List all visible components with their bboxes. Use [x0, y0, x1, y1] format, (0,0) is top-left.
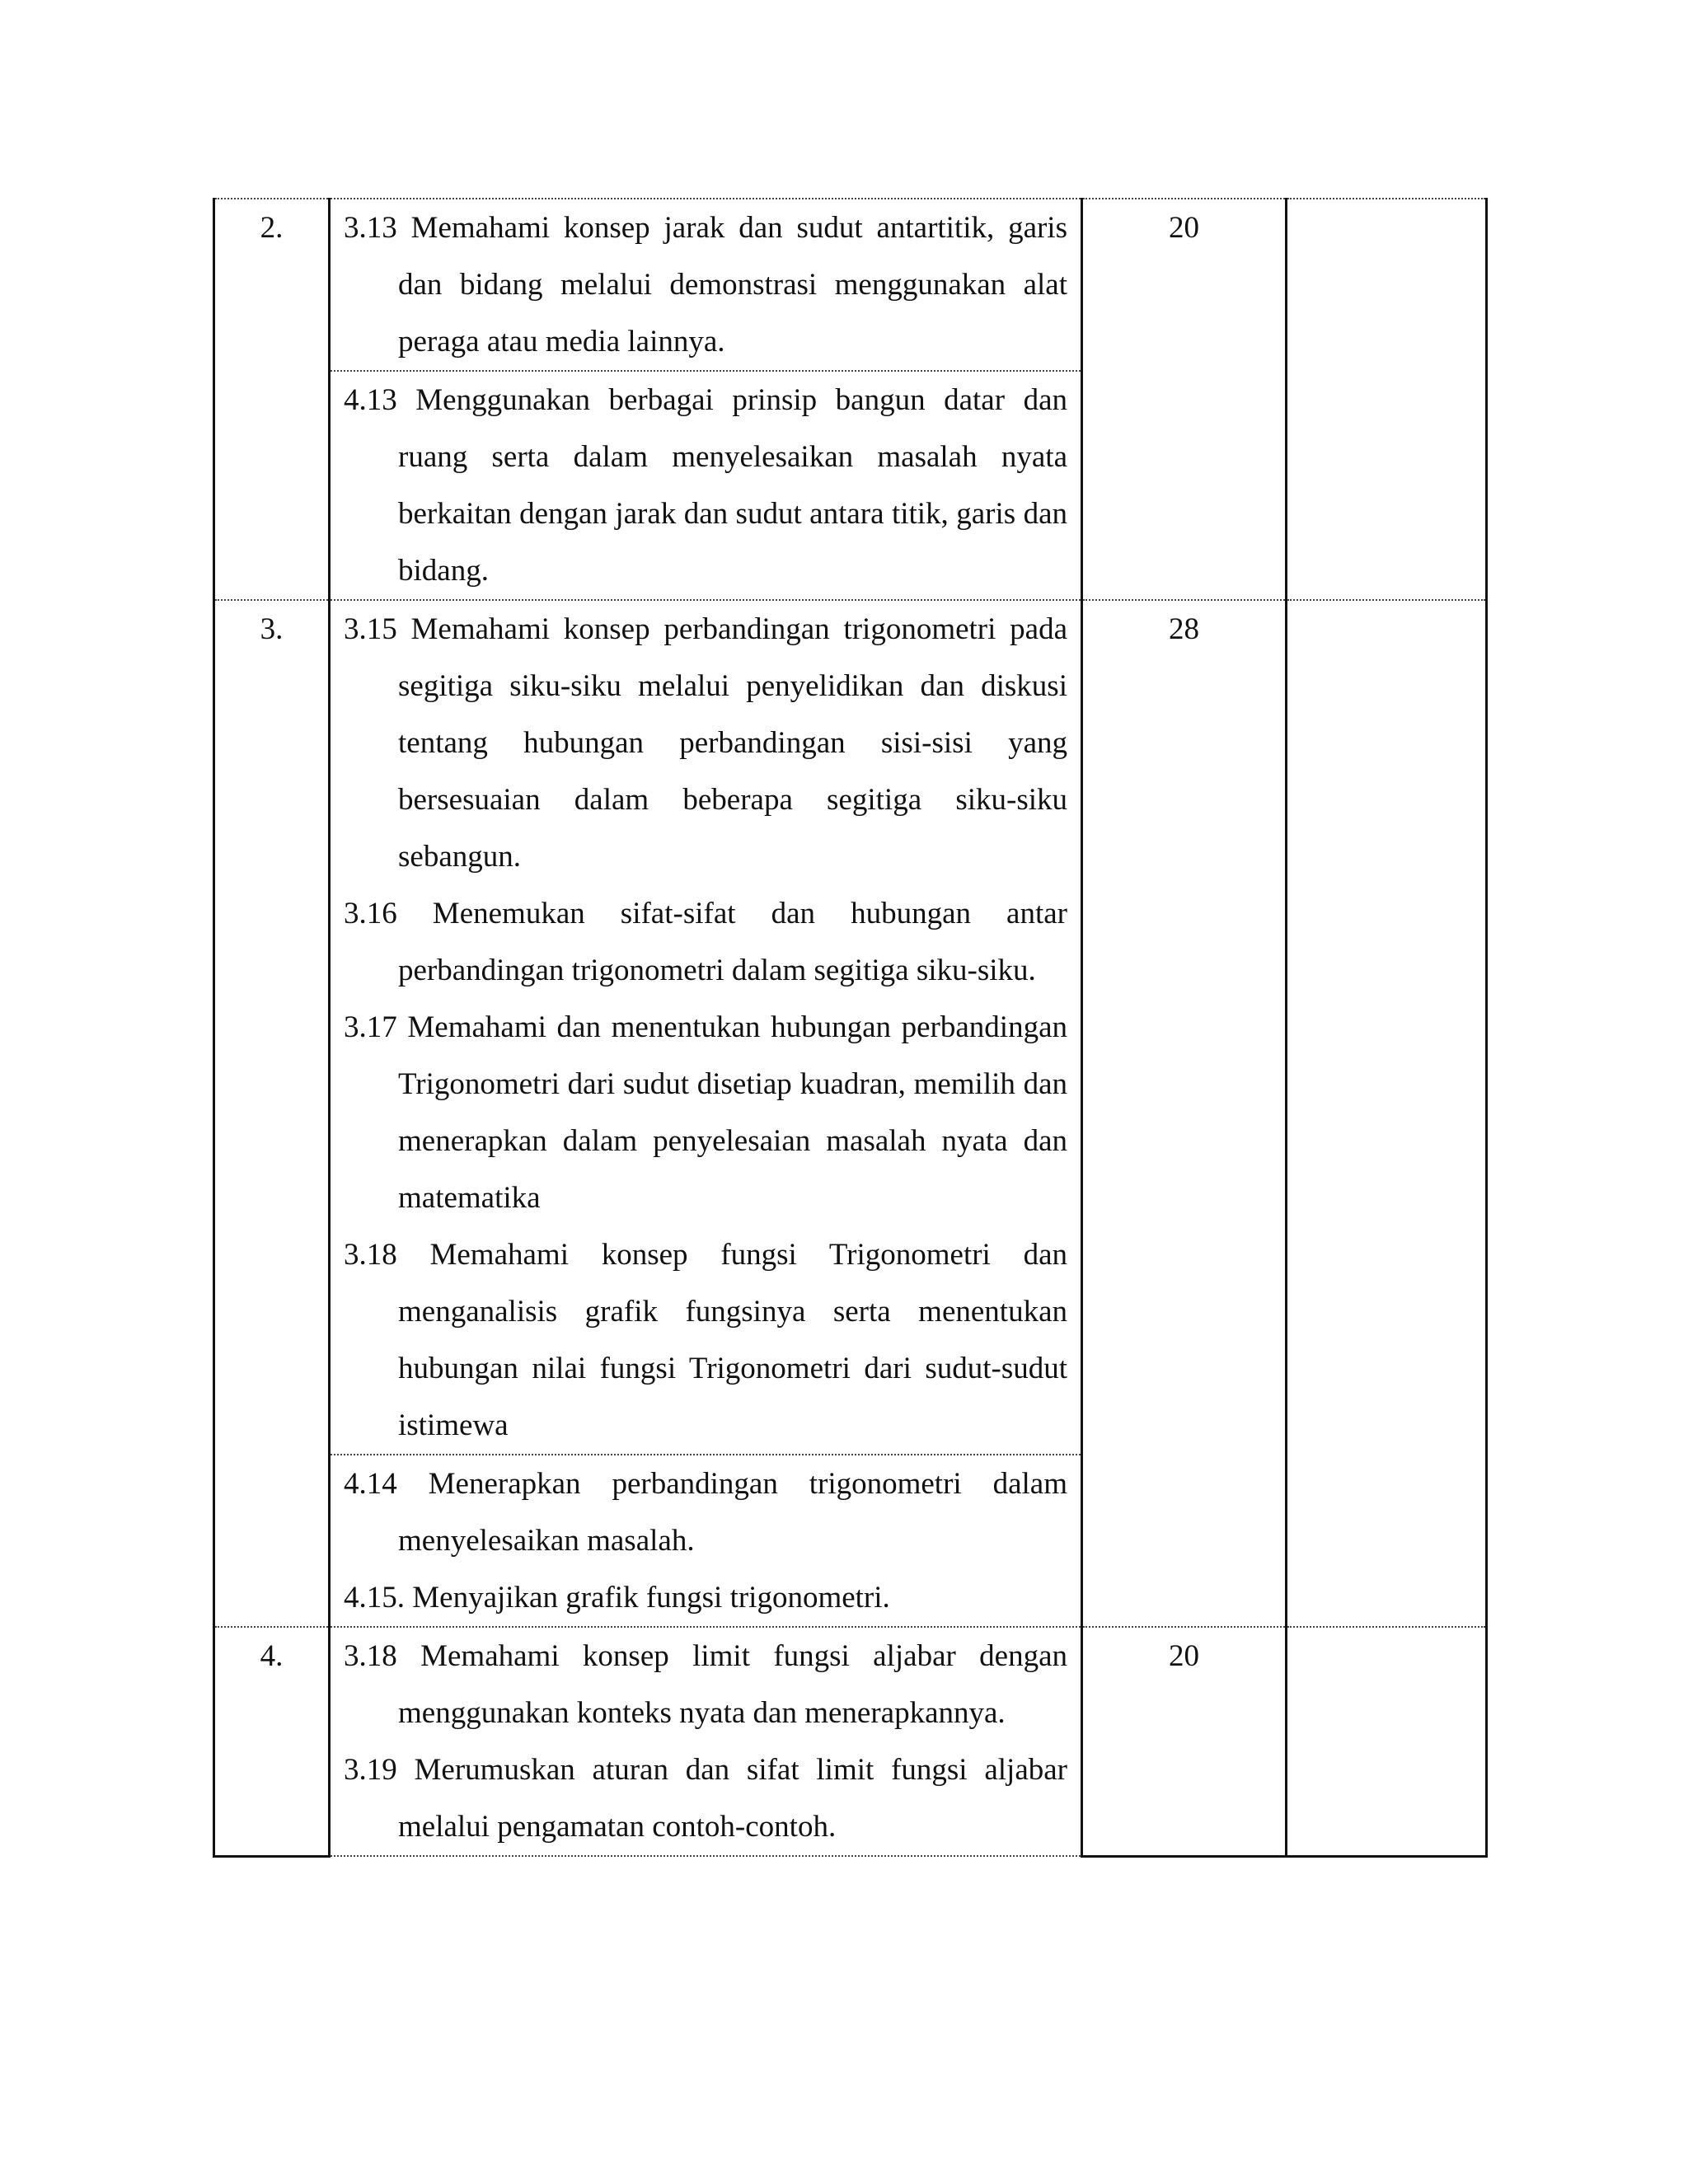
competency-item: 3.17 Memahami dan menentukan hubungan perbandingan Trigonometri dari sudut disetiap kuadran, memilih dan menerapkan dalam penyelesaian masalah nyata dan matematika	[344, 1010, 1067, 1215]
table-row	[214, 199, 1487, 600]
competency-item: 3.13 Memahami konsep jarak dan sudut antartitik, garis dan bidang melalui demonstrasi menggunakan alat peraga atau media lainnya.	[344, 211, 1067, 359]
notes-cell	[1287, 1627, 1487, 1856]
row-number: 4.	[214, 1627, 330, 1856]
hours-value: 20	[1082, 1627, 1287, 1856]
competency-table	[213, 198, 1488, 1858]
competency-group-skill	[331, 370, 1081, 599]
competency-item: 4.13 Menggunakan berbagai prinsip bangun datar dan ruang serta dalam menyelesaikan masalah nyata berkaitan dengan jarak dan sudut antara titik, garis dan bidang.	[344, 383, 1067, 588]
competency-group-knowledge	[344, 601, 1067, 1454]
competency-item: 3.19 Merumuskan aturan dan sifat limit fungsi aljabar melalui pengamatan contoh-contoh.	[344, 1753, 1067, 1844]
notes-cell	[1287, 600, 1487, 1627]
competency-item: 3.15 Memahami konsep perbandingan trigonometri pada segitiga siku-siku melalui penyelidikan dan diskusi tentang hubungan perbandingan sisi-sisi yang bersesuaian dalam beberapa segitiga siku-siku sebangun.	[344, 612, 1067, 874]
hours-value: 28	[1082, 600, 1287, 1627]
competency-cell	[330, 1627, 1082, 1856]
hours-value: 20	[1082, 199, 1287, 600]
notes-cell	[1287, 199, 1487, 600]
competency-item: 3.16 Menemukan sifat-sifat dan hubungan antar perbandingan trigonometri dalam segitiga siku-siku.	[344, 897, 1067, 987]
competency-item: 3.18 Memahami konsep limit fungsi aljabar dengan menggunakan konteks nyata dan menerapkannya.	[344, 1639, 1067, 1730]
competency-cell	[330, 600, 1082, 1627]
competency-group-knowledge	[344, 199, 1067, 370]
competency-item: 4.14 Menerapkan perbandingan trigonometri dalam menyelesaikan masalah.	[344, 1467, 1067, 1558]
competency-cell	[330, 199, 1082, 600]
row-number: 2.	[214, 199, 330, 600]
table-row	[214, 1627, 1487, 1856]
competency-group-skill	[331, 1454, 1081, 1626]
row-number: 3.	[214, 600, 330, 1627]
competency-item: 3.18 Memahami konsep fungsi Trigonometri dan menganalisis grafik fungsinya serta menentukan hubungan nilai fungsi Trigonometri dari sudut-sudut istimewa	[344, 1238, 1067, 1442]
competency-group-knowledge	[344, 1628, 1067, 1855]
competency-item: 4.15. Menyajikan grafik fungsi trigonometri.	[344, 1581, 890, 1615]
table-row	[214, 600, 1487, 1627]
